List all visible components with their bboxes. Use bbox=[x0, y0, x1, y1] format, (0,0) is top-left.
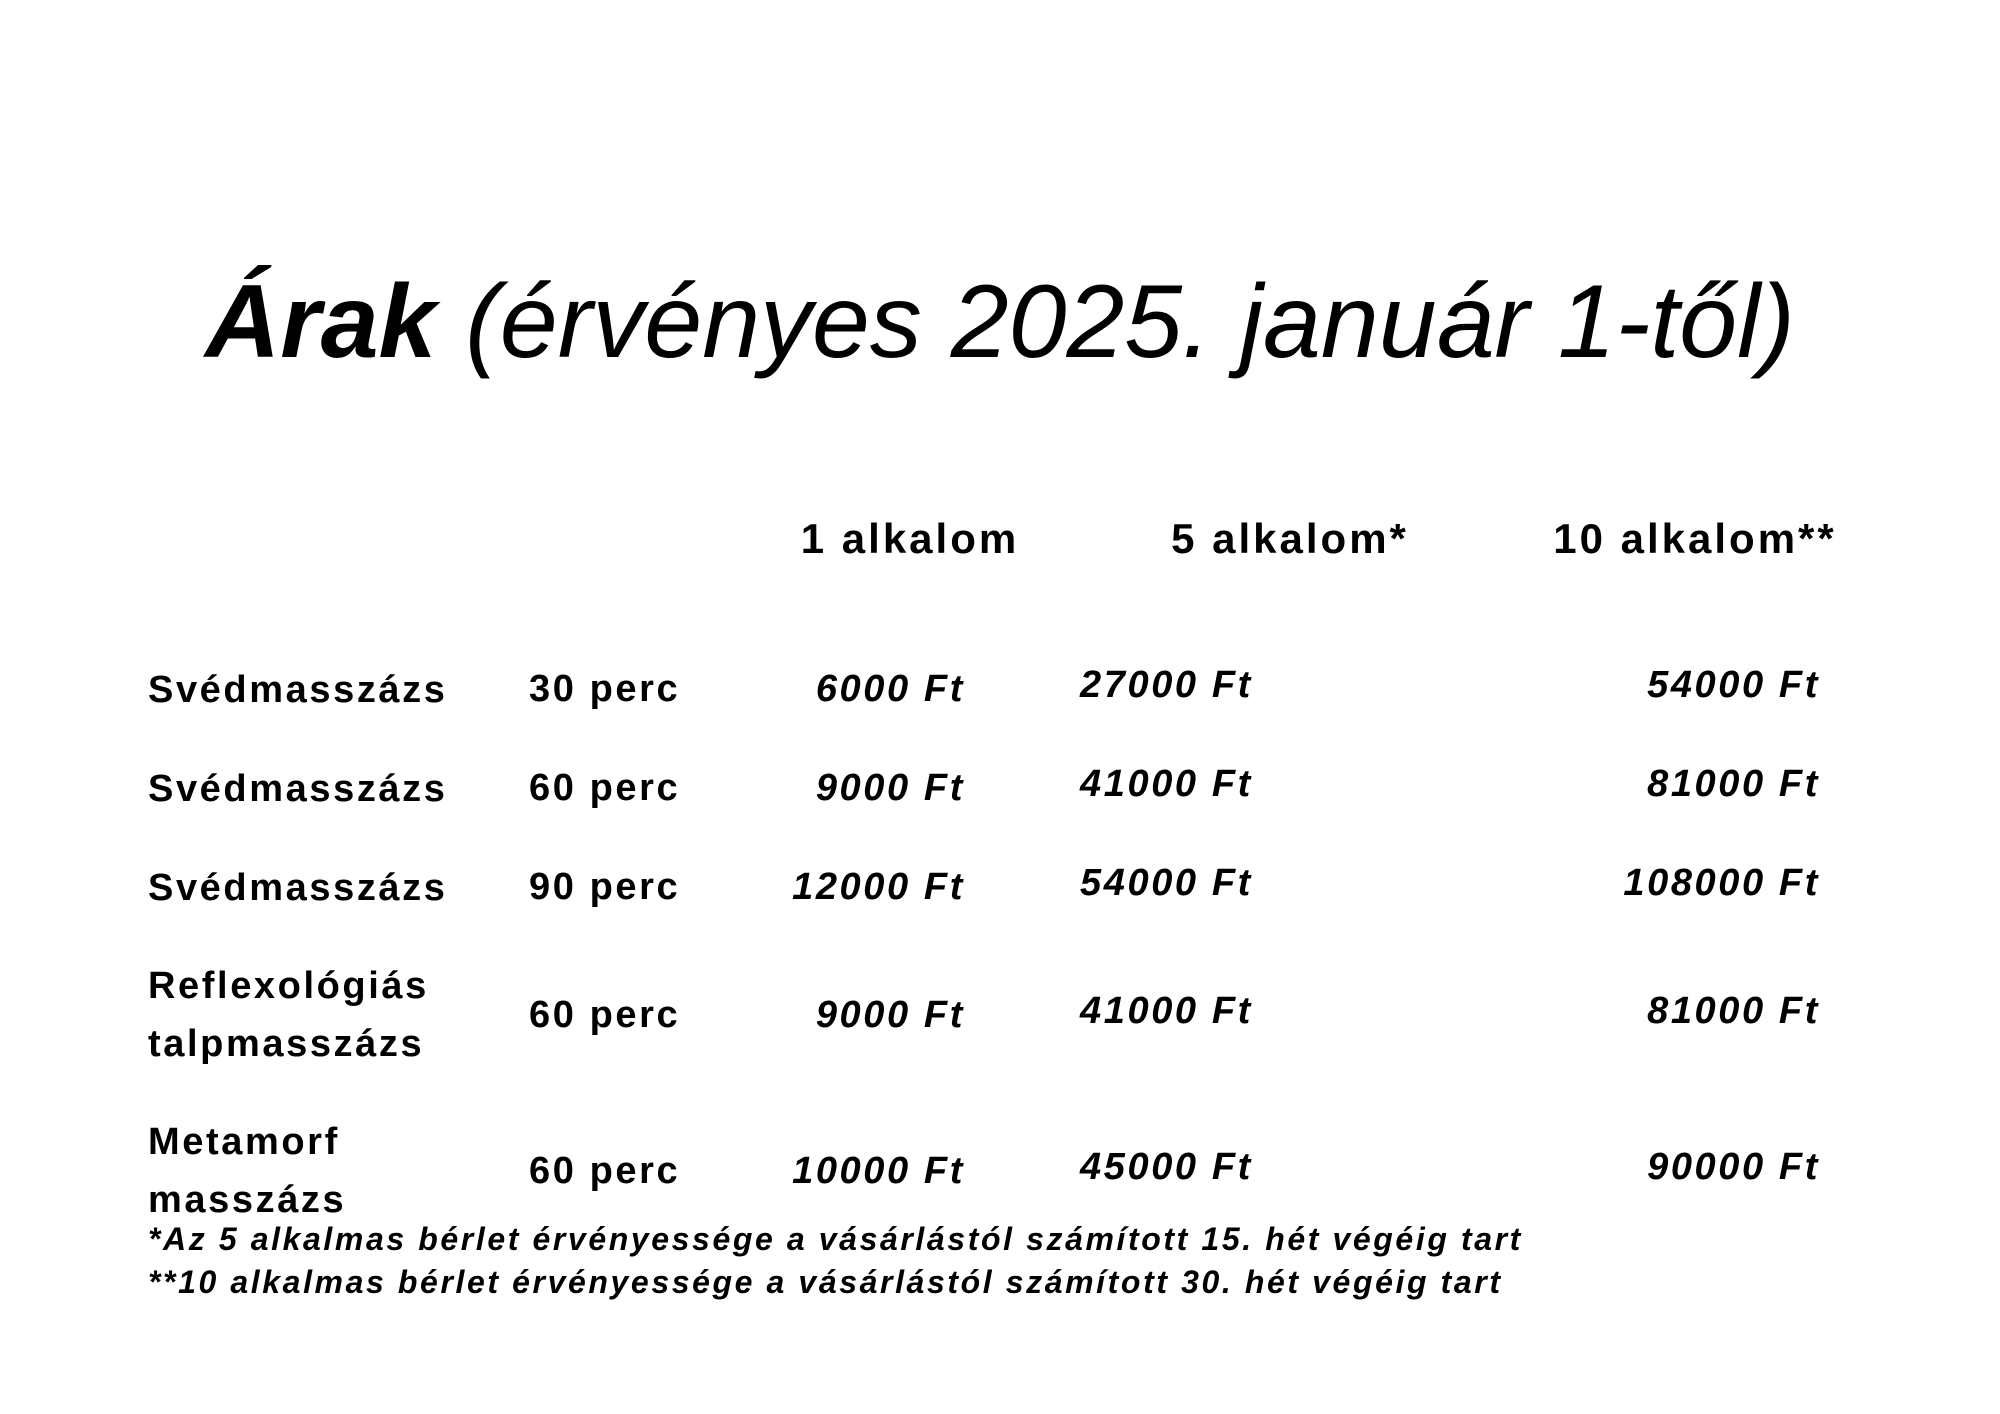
price-5-sessions: 45000 Ft bbox=[1080, 1145, 1253, 1188]
price-5-sessions: 41000 Ft bbox=[1080, 989, 1253, 1032]
header-1-session: 1 alkalom bbox=[800, 515, 1020, 562]
price-1-session: 10000 Ft bbox=[792, 1149, 965, 1192]
price-10-sessions: 90000 Ft bbox=[1647, 1145, 1820, 1188]
header-empty-duration bbox=[520, 496, 750, 582]
price-1-session: 6000 Ft bbox=[815, 668, 965, 710]
header-empty-name bbox=[130, 496, 520, 582]
price-5-sessions: 27000 Ft bbox=[1080, 664, 1253, 706]
footnotes bbox=[148, 1218, 1523, 1304]
service-name: Svédmasszázs bbox=[148, 866, 448, 909]
price-5-sessions: 54000 Ft bbox=[1080, 862, 1253, 904]
header-5-sessions: 5 alkalom* bbox=[1171, 515, 1409, 562]
table-spacer bbox=[130, 582, 1870, 640]
footnote-10-sessions: **10 alkalmas bérlet érvényessége a vásárlástól számított 30. hét végéig tart bbox=[148, 1264, 1503, 1300]
footnote-5-sessions: *Az 5 alkalmas bérlet érvényessége a vásárlástól számított 15. hét végéig tart bbox=[148, 1221, 1523, 1257]
service-duration: 60 perc bbox=[529, 993, 681, 1036]
price-10-sessions: 108000 Ft bbox=[1623, 862, 1820, 904]
price-10-sessions: 81000 Ft bbox=[1647, 763, 1820, 805]
page-title-validity: (érvényes 2025. január 1-től) bbox=[436, 264, 1795, 380]
service-duration: 60 perc bbox=[529, 767, 681, 809]
table-row bbox=[130, 937, 1870, 1093]
price-5-sessions: 41000 Ft bbox=[1080, 763, 1253, 805]
spacer-cell bbox=[130, 582, 1870, 640]
service-name: Reflexológiás talpmasszázs bbox=[148, 965, 429, 1065]
service-duration: 30 perc bbox=[529, 668, 681, 710]
table-header-row bbox=[130, 496, 1870, 582]
service-name: Svédmasszázs bbox=[148, 668, 448, 711]
price-10-sessions: 54000 Ft bbox=[1647, 664, 1820, 706]
service-name: Metamorf masszázs bbox=[148, 1121, 347, 1221]
service-duration: 60 perc bbox=[529, 1149, 681, 1192]
price-1-session: 9000 Ft bbox=[815, 993, 965, 1036]
price-1-session: 12000 Ft bbox=[792, 866, 965, 908]
page-title bbox=[0, 262, 2000, 382]
table-row bbox=[130, 640, 1870, 739]
service-name: Svédmasszázs bbox=[148, 767, 448, 810]
price-table bbox=[130, 496, 1870, 1249]
price-10-sessions: 81000 Ft bbox=[1647, 989, 1820, 1032]
header-10-sessions: 10 alkalom** bbox=[1553, 515, 1837, 562]
page-title-main: Árak bbox=[205, 264, 437, 380]
table-row bbox=[130, 739, 1870, 838]
service-duration: 90 perc bbox=[529, 866, 681, 908]
price-1-session: 9000 Ft bbox=[815, 767, 965, 809]
table-row bbox=[130, 838, 1870, 937]
